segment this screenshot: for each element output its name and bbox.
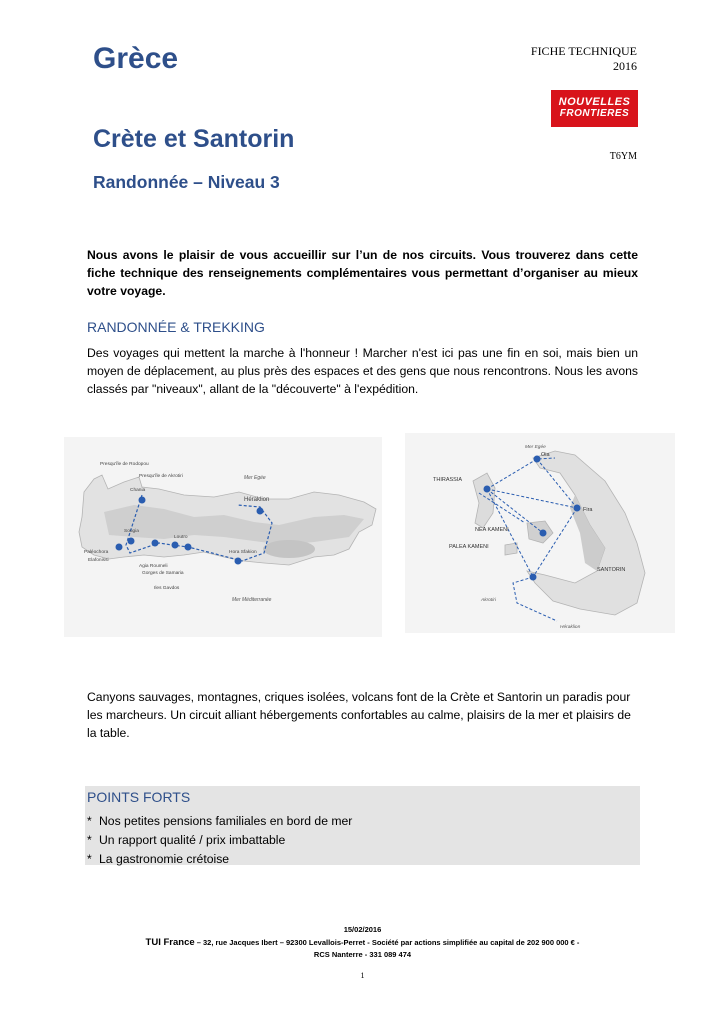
label-gavdos: Iles Gavdos (154, 586, 180, 591)
route-point-akrotiri (530, 574, 537, 581)
route-point-oia (534, 456, 541, 463)
route-point-hora-sfakion (185, 544, 192, 551)
route-point-fira (574, 505, 581, 512)
route-point-agia-roumeli (152, 540, 159, 547)
label-palea-kameni: PALEA KAMENI (449, 544, 489, 550)
label-hora-sfakion: Hora Sfakion (229, 550, 257, 555)
route-point-chania (139, 497, 146, 504)
nouvelles-frontieres-logo: NOUVELLES FRONTIERES (551, 90, 638, 127)
trip-subtitle: Randonnée – Niveau 3 (93, 172, 280, 192)
label-rodopou: Presqu'île de Rodopou (100, 462, 149, 467)
country-title: Grèce (93, 42, 179, 75)
route-point-paleochora (116, 544, 123, 551)
list-item: * La gastronomie crétoise (87, 852, 230, 866)
footer-company: TUI France (145, 937, 195, 948)
label-samaria: Gorges de Samaria (142, 571, 184, 576)
sea-south: Mer Méditerranée (232, 597, 272, 603)
footer-address: – 32, rue Jacques Ibert – 92300 Levallois-Perret - Société par actions simplifiée au capital de 202 900 000 € - (194, 938, 580, 947)
page-number: 1 (360, 971, 365, 980)
label-akrotiri-santorin: Akrotiri (481, 598, 496, 603)
list-item: * Nos petites pensions familiales en bord de mer (87, 814, 353, 828)
label-akrotiri-crete: Presqu'île de Akrotiri (139, 474, 183, 479)
label-heraklion-arrow: Héraklion (560, 625, 581, 630)
label-oia: Oia (541, 452, 550, 458)
points-forts-list (87, 812, 352, 869)
footer-date: 15/02/2016 (343, 925, 382, 934)
label-heraklion: Héraklion (244, 497, 270, 503)
route-point-thirassia (484, 486, 491, 493)
route-point-loutro (172, 542, 179, 549)
label-santorin: SANTORIN (597, 567, 626, 573)
label-paleochora: Paléochora (84, 550, 109, 555)
intro-paragraph: Nous avons le plaisir de vous accueillir sur l’un de nos circuits. Vous trouverez dans cette fiche technique des renseignements complémentaires vous permettant d’organiser au mieux votre voyage. (87, 248, 638, 298)
label-sougia: Sougia (124, 529, 139, 534)
route-point-east (235, 558, 242, 565)
santorin-map (405, 433, 675, 633)
label-thirassia: THIRASSIA (433, 477, 463, 483)
route-point-heraklion (257, 508, 264, 515)
rando-heading: RANDONNÉE & TREKKING (87, 319, 265, 335)
footer-rcs: RCS Nanterre - 331 089 474 (313, 950, 412, 959)
label-loutro: Loutro (174, 535, 188, 540)
list-item: * Un rapport qualité / prix imbattable (87, 833, 286, 847)
description-paragraph: Canyons sauvages, montagnes, criques isolées, volcans font de la Crète et Santorin un paradis pour les marcheurs. Un circuit alliant hébergements confortables au calme, plaisirs de la mer et plaisirs de la table. (87, 690, 631, 740)
fiche-header (531, 44, 637, 74)
label-agia-roumeli: Agia Roumeli (139, 564, 168, 569)
rando-paragraph: Des voyages qui mettent la marche à l'honneur ! Marcher n'est ici pas une fin en soi, mais bien un moyen de déplacement, au plus près des espaces et des gens que nous rencontrons. Nous les avons classés par "niveaux", allant de la "découverte" à l'expédition. (87, 346, 638, 396)
trip-title: Crète et Santorin (93, 125, 295, 153)
label-chania: Chania (130, 488, 146, 493)
crete-map (64, 437, 382, 637)
route-point-sougia (128, 538, 135, 545)
label-nea-kameni: NEA KAMENI (475, 527, 509, 533)
label-elafonissi: Elafonissi (88, 558, 109, 563)
fiche-year: 2016 (613, 59, 637, 73)
fiche-label: FICHE TECHNIQUE (530, 44, 637, 58)
route-point-nea-kameni (540, 530, 547, 537)
points-forts-box (85, 786, 640, 865)
sea-north: Mer Egée (244, 475, 266, 481)
footer-company-line (0, 937, 725, 948)
trip-code: T6YM (609, 151, 637, 162)
label-fira: Fira (583, 507, 593, 513)
points-forts-heading: POINTS FORTS (87, 789, 191, 805)
label-mer-egee: Mer Egée (525, 445, 546, 450)
